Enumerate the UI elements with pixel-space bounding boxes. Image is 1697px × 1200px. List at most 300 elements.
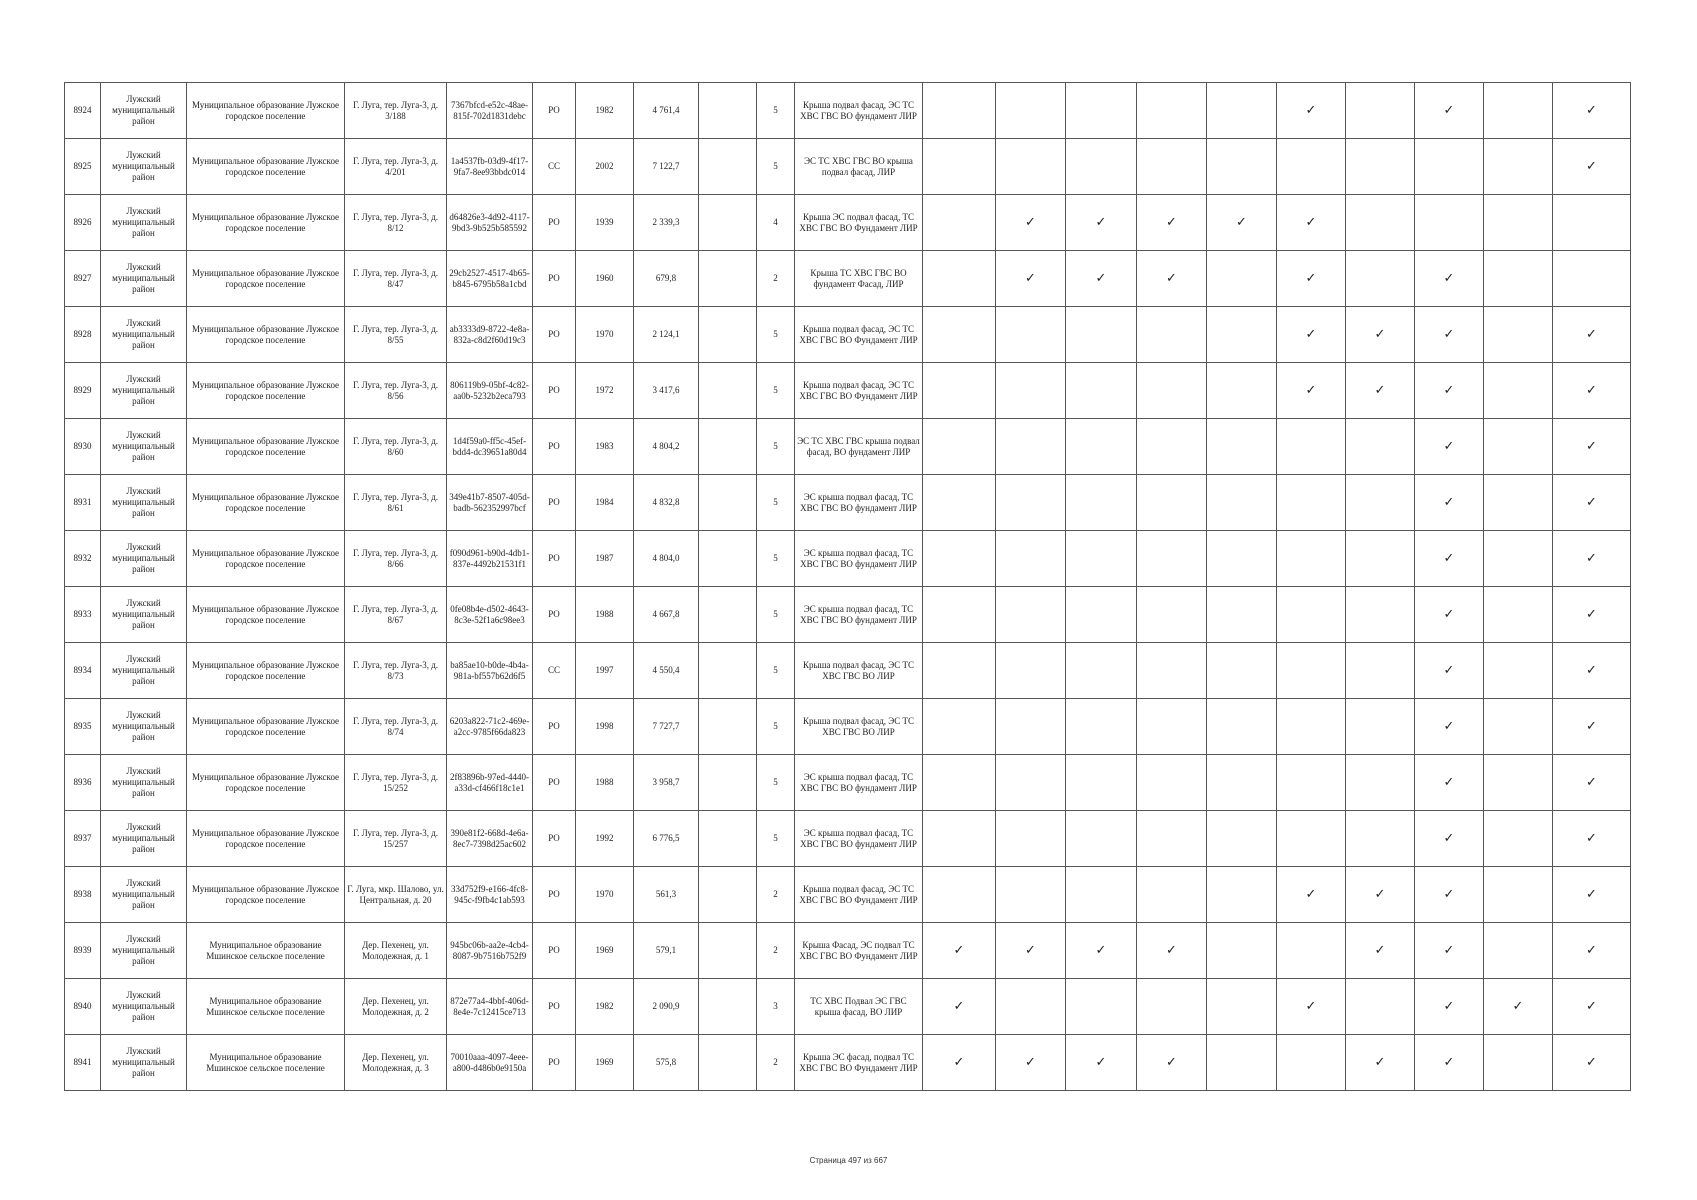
work-check-cell xyxy=(1346,307,1415,363)
area-cell: 679,8 xyxy=(634,251,699,307)
work-check-cell xyxy=(1066,923,1137,979)
work-check-cell xyxy=(923,811,996,867)
work-check-cell xyxy=(1066,1035,1137,1091)
work-check-cell xyxy=(1415,419,1484,475)
district-cell: Лужский муниципальный район xyxy=(101,979,187,1035)
work-check-cell xyxy=(923,531,996,587)
check-mark-icon: ✓ xyxy=(1166,943,1177,958)
work-check-cell xyxy=(1137,475,1207,531)
check-mark-icon: ✓ xyxy=(1374,1055,1386,1070)
check-mark-icon: ✓ xyxy=(1025,215,1036,230)
floors-cell: 4 xyxy=(757,195,795,251)
year-cell: 1997 xyxy=(576,643,634,699)
check-mark-icon: ✓ xyxy=(1095,271,1107,286)
floors-cell: 5 xyxy=(757,307,795,363)
work-check-cell xyxy=(996,811,1066,867)
work-check-cell xyxy=(996,587,1066,643)
floors-cell: 5 xyxy=(757,139,795,195)
year-cell: 1972 xyxy=(576,363,634,419)
guid-cell: 2f83896b-97ed-4440-a33d-cf466f18c1e1 xyxy=(447,755,533,811)
work-check-cell xyxy=(1277,363,1346,419)
work-check-cell xyxy=(923,139,996,195)
work-check-cell xyxy=(1553,979,1631,1035)
work-check-cell xyxy=(1137,699,1207,755)
empty-cell xyxy=(699,83,757,139)
guid-cell: 390e81f2-668d-4e6a-8ec7-7398d25ac602 xyxy=(447,811,533,867)
work-check-cell xyxy=(1415,811,1484,867)
work-check-cell xyxy=(923,923,996,979)
work-check-cell xyxy=(1346,139,1415,195)
work-check-cell xyxy=(1066,363,1137,419)
work-check-cell xyxy=(1277,531,1346,587)
empty-cell xyxy=(699,699,757,755)
work-check-cell xyxy=(1346,923,1415,979)
work-check-cell xyxy=(1137,979,1207,1035)
district-cell: Лужский муниципальный район xyxy=(101,699,187,755)
check-mark-icon: ✓ xyxy=(1443,551,1455,566)
work-check-cell xyxy=(1207,419,1277,475)
work-check-cell xyxy=(1484,1035,1553,1091)
ownership-cell: РО xyxy=(533,251,576,307)
work-check-cell xyxy=(1415,979,1484,1035)
guid-cell: 6203a822-71c2-469e-a2cc-9785f66da823 xyxy=(447,699,533,755)
municipality-cell: Муниципальное образование Лужское городское поселение xyxy=(187,643,345,699)
work-check-cell xyxy=(1207,531,1277,587)
address-cell: Г. Луга, тер. Луга-3, д. 8/61 xyxy=(345,475,447,531)
work-check-cell xyxy=(923,83,996,139)
work-check-cell xyxy=(923,251,996,307)
row-number: 8934 xyxy=(65,643,101,699)
work-check-cell xyxy=(1553,1035,1631,1091)
guid-cell: 1a4537fb-03d9-4f17-9fa7-8ee93bbdc014 xyxy=(447,139,533,195)
work-check-cell xyxy=(923,755,996,811)
address-cell: Г. Луга, тер. Луга-3, д. 8/56 xyxy=(345,363,447,419)
work-check-cell xyxy=(996,251,1066,307)
work-check-cell xyxy=(1066,587,1137,643)
municipality-cell: Муниципальное образование Мшинское сельское поселение xyxy=(187,1035,345,1091)
row-number: 8935 xyxy=(65,699,101,755)
area-cell: 579,1 xyxy=(634,923,699,979)
work-check-cell xyxy=(923,867,996,923)
page-footer: Страница 497 из 667 xyxy=(809,1156,888,1165)
work-check-cell xyxy=(1066,811,1137,867)
year-cell: 1939 xyxy=(576,195,634,251)
table-row xyxy=(65,979,1631,1035)
work-check-cell xyxy=(1137,755,1207,811)
check-mark-icon: ✓ xyxy=(1443,943,1455,958)
work-check-cell xyxy=(1553,643,1631,699)
work-check-cell xyxy=(923,195,996,251)
check-mark-icon: ✓ xyxy=(1586,831,1597,846)
guid-cell: 945bc06b-aa2e-4cb4-8087-9b7516b752f9 xyxy=(447,923,533,979)
work-check-cell xyxy=(1415,83,1484,139)
work-check-cell xyxy=(1484,251,1553,307)
work-check-cell xyxy=(996,531,1066,587)
guid-cell: 0fe08b4e-d502-4643-8c3e-52f1a6c98ee3 xyxy=(447,587,533,643)
row-number: 8925 xyxy=(65,139,101,195)
check-mark-icon: ✓ xyxy=(1443,495,1455,510)
work-check-cell xyxy=(1207,979,1277,1035)
work-check-cell xyxy=(996,1035,1066,1091)
area-cell: 4 550,4 xyxy=(634,643,699,699)
check-mark-icon: ✓ xyxy=(1586,999,1597,1014)
check-mark-icon: ✓ xyxy=(1512,999,1524,1014)
municipality-cell: Муниципальное образование Лужское городское поселение xyxy=(187,83,345,139)
check-mark-icon: ✓ xyxy=(1586,103,1597,118)
table-row xyxy=(65,307,1631,363)
work-check-cell xyxy=(1277,1035,1346,1091)
work-check-cell xyxy=(1415,699,1484,755)
work-check-cell xyxy=(1553,139,1631,195)
area-cell: 2 339,3 xyxy=(634,195,699,251)
area-cell: 3 417,6 xyxy=(634,363,699,419)
check-mark-icon: ✓ xyxy=(1305,999,1317,1014)
floors-cell: 2 xyxy=(757,867,795,923)
works-cell: Крыша подвал фасад, ЭС ТС ХВС ГВС ВО фундамент ЛИР xyxy=(795,83,923,139)
check-mark-icon: ✓ xyxy=(1095,943,1107,958)
work-check-cell xyxy=(1066,251,1137,307)
work-check-cell xyxy=(1066,83,1137,139)
table-row xyxy=(65,139,1631,195)
work-check-cell xyxy=(1277,251,1346,307)
municipality-cell: Муниципальное образование Лужское городское поселение xyxy=(187,587,345,643)
work-check-cell xyxy=(923,307,996,363)
area-cell: 3 958,7 xyxy=(634,755,699,811)
work-check-cell xyxy=(1553,251,1631,307)
check-mark-icon: ✓ xyxy=(1095,1055,1107,1070)
row-number: 8928 xyxy=(65,307,101,363)
guid-cell: 1d4f59a0-ff5c-45ef-bdd4-dc39651a80d4 xyxy=(447,419,533,475)
table-body xyxy=(65,83,1631,1091)
address-cell: Дер. Пехенец, ул. Молодежная, д. 1 xyxy=(345,923,447,979)
district-cell: Лужский муниципальный район xyxy=(101,643,187,699)
ownership-cell: РО xyxy=(533,307,576,363)
district-cell: Лужский муниципальный район xyxy=(101,475,187,531)
municipality-cell: Муниципальное образование Лужское городское поселение xyxy=(187,755,345,811)
work-check-cell xyxy=(1066,475,1137,531)
district-cell: Лужский муниципальный район xyxy=(101,139,187,195)
work-check-cell xyxy=(1484,363,1553,419)
works-cell: ТС ХВС Подвал ЭС ГВС крыша фасад, ВО ЛИР xyxy=(795,979,923,1035)
work-check-cell xyxy=(1484,139,1553,195)
work-check-cell xyxy=(1415,531,1484,587)
work-check-cell xyxy=(996,83,1066,139)
ownership-cell: РО xyxy=(533,195,576,251)
check-mark-icon: ✓ xyxy=(1025,1055,1036,1070)
check-mark-icon: ✓ xyxy=(1443,999,1455,1014)
empty-cell xyxy=(699,923,757,979)
row-number: 8937 xyxy=(65,811,101,867)
check-mark-icon: ✓ xyxy=(1305,271,1317,286)
guid-cell: 33d752f9-e166-4fc8-945c-f9fb4c1ab593 xyxy=(447,867,533,923)
address-cell: Г. Луга, тер. Луга-3, д. 15/257 xyxy=(345,811,447,867)
works-cell: Крыша ЭС подвал фасад, ТС ХВС ГВС ВО Фундамент ЛИР xyxy=(795,195,923,251)
check-mark-icon: ✓ xyxy=(1586,719,1597,734)
municipality-cell: Муниципальное образование Мшинское сельское поселение xyxy=(187,923,345,979)
check-mark-icon: ✓ xyxy=(1443,439,1455,454)
work-check-cell xyxy=(1415,1035,1484,1091)
work-check-cell xyxy=(1415,475,1484,531)
ownership-cell: РО xyxy=(533,867,576,923)
district-cell: Лужский муниципальный район xyxy=(101,363,187,419)
work-check-cell xyxy=(923,363,996,419)
check-mark-icon: ✓ xyxy=(1586,607,1597,622)
work-check-cell xyxy=(1346,699,1415,755)
work-check-cell xyxy=(996,699,1066,755)
ownership-cell: РО xyxy=(533,531,576,587)
work-check-cell xyxy=(1484,699,1553,755)
district-cell: Лужский муниципальный район xyxy=(101,1035,187,1091)
area-cell: 4 804,2 xyxy=(634,419,699,475)
check-mark-icon: ✓ xyxy=(1025,943,1036,958)
work-check-cell xyxy=(1137,419,1207,475)
work-check-cell xyxy=(1553,811,1631,867)
row-number: 8938 xyxy=(65,867,101,923)
check-mark-icon: ✓ xyxy=(953,999,965,1014)
district-cell: Лужский муниципальный район xyxy=(101,251,187,307)
floors-cell: 2 xyxy=(757,251,795,307)
table-row xyxy=(65,475,1631,531)
work-check-cell xyxy=(1207,755,1277,811)
work-check-cell xyxy=(1207,363,1277,419)
area-cell: 7 122,7 xyxy=(634,139,699,195)
address-cell: Г. Луга, тер. Луга-3, д. 8/67 xyxy=(345,587,447,643)
row-number: 8927 xyxy=(65,251,101,307)
check-mark-icon: ✓ xyxy=(1443,383,1455,398)
address-cell: Дер. Пехенец, ул. Молодежная, д. 2 xyxy=(345,979,447,1035)
row-number: 8932 xyxy=(65,531,101,587)
works-cell: Крыша Фасад, ЭС подвал ТС ХВС ГВС ВО Фундамент ЛИР xyxy=(795,923,923,979)
check-mark-icon: ✓ xyxy=(1586,1055,1597,1070)
area-cell: 6 776,5 xyxy=(634,811,699,867)
work-check-cell xyxy=(1415,643,1484,699)
year-cell: 1969 xyxy=(576,1035,634,1091)
work-check-cell xyxy=(1277,139,1346,195)
work-check-cell xyxy=(996,979,1066,1035)
work-check-cell xyxy=(1415,139,1484,195)
check-mark-icon: ✓ xyxy=(1586,943,1597,958)
empty-cell xyxy=(699,979,757,1035)
work-check-cell xyxy=(1137,587,1207,643)
work-check-cell xyxy=(1415,307,1484,363)
work-check-cell xyxy=(1207,83,1277,139)
check-mark-icon: ✓ xyxy=(1443,1055,1455,1070)
work-check-cell xyxy=(1553,867,1631,923)
work-check-cell xyxy=(1484,419,1553,475)
floors-cell: 5 xyxy=(757,699,795,755)
work-check-cell xyxy=(1346,867,1415,923)
year-cell: 1982 xyxy=(576,979,634,1035)
check-mark-icon: ✓ xyxy=(1443,775,1455,790)
work-check-cell xyxy=(1484,475,1553,531)
address-cell: Г. Луга, тер. Луга-3, д. 8/12 xyxy=(345,195,447,251)
year-cell: 1970 xyxy=(576,307,634,363)
work-check-cell xyxy=(1346,755,1415,811)
table-row xyxy=(65,251,1631,307)
check-mark-icon: ✓ xyxy=(1586,775,1597,790)
check-mark-icon: ✓ xyxy=(1586,663,1597,678)
ownership-cell: РО xyxy=(533,83,576,139)
work-check-cell xyxy=(1066,307,1137,363)
floors-cell: 5 xyxy=(757,419,795,475)
table-row xyxy=(65,923,1631,979)
area-cell: 4 667,8 xyxy=(634,587,699,643)
year-cell: 1998 xyxy=(576,699,634,755)
work-check-cell xyxy=(1277,83,1346,139)
address-cell: Г. Луга, тер. Луга-3, д. 8/73 xyxy=(345,643,447,699)
work-check-cell xyxy=(1553,419,1631,475)
works-cell: Крыша подвал фасад, ЭС ТС ХВС ГВС ВО ЛИР xyxy=(795,643,923,699)
year-cell: 1987 xyxy=(576,531,634,587)
guid-cell: 349e41b7-8507-405d-badb-562352997bcf xyxy=(447,475,533,531)
guid-cell: ab3333d9-8722-4e8a-832a-c8d2f60d19c3 xyxy=(447,307,533,363)
guid-cell: 29cb2527-4517-4b65-b845-6795b58a1cbd xyxy=(447,251,533,307)
works-cell: ЭС крыша подвал фасад, ТС ХВС ГВС ВО фундамент ЛИР xyxy=(795,475,923,531)
work-check-cell xyxy=(1484,867,1553,923)
row-number: 8933 xyxy=(65,587,101,643)
year-cell: 1988 xyxy=(576,587,634,643)
check-mark-icon: ✓ xyxy=(1305,383,1317,398)
work-check-cell xyxy=(1066,699,1137,755)
address-cell: Г. Луга, тер. Луга-3, д. 15/252 xyxy=(345,755,447,811)
work-check-cell xyxy=(1277,419,1346,475)
work-check-cell xyxy=(1553,83,1631,139)
empty-cell xyxy=(699,139,757,195)
check-mark-icon: ✓ xyxy=(1586,327,1597,342)
row-number: 8926 xyxy=(65,195,101,251)
table-row xyxy=(65,699,1631,755)
empty-cell xyxy=(699,1035,757,1091)
empty-cell xyxy=(699,475,757,531)
year-cell: 1960 xyxy=(576,251,634,307)
work-check-cell xyxy=(996,867,1066,923)
municipality-cell: Муниципальное образование Лужское городское поселение xyxy=(187,307,345,363)
works-cell: Крыша подвал фасад, ЭС ТС ХВС ГВС ВО Фундамент ЛИР xyxy=(795,867,923,923)
work-check-cell xyxy=(923,1035,996,1091)
district-cell: Лужский муниципальный район xyxy=(101,811,187,867)
works-cell: ЭС крыша подвал фасад, ТС ХВС ГВС ВО фундамент ЛИР xyxy=(795,531,923,587)
area-cell: 561,3 xyxy=(634,867,699,923)
work-check-cell xyxy=(1137,363,1207,419)
check-mark-icon: ✓ xyxy=(1305,103,1317,118)
work-check-cell xyxy=(1277,195,1346,251)
check-mark-icon: ✓ xyxy=(953,1055,965,1070)
guid-cell: ba85ae10-b0de-4b4a-981a-bf557b62d6f5 xyxy=(447,643,533,699)
work-check-cell xyxy=(1484,531,1553,587)
area-cell: 4 832,8 xyxy=(634,475,699,531)
work-check-cell xyxy=(1415,755,1484,811)
work-check-cell xyxy=(1277,699,1346,755)
floors-cell: 5 xyxy=(757,475,795,531)
work-check-cell xyxy=(1207,923,1277,979)
work-check-cell xyxy=(1207,1035,1277,1091)
work-check-cell xyxy=(1415,195,1484,251)
work-check-cell xyxy=(1277,755,1346,811)
work-check-cell xyxy=(1277,867,1346,923)
check-mark-icon: ✓ xyxy=(1586,383,1597,398)
ownership-cell: СС xyxy=(533,643,576,699)
row-number: 8930 xyxy=(65,419,101,475)
ownership-cell: РО xyxy=(533,811,576,867)
work-check-cell xyxy=(1484,755,1553,811)
work-check-cell xyxy=(1137,1035,1207,1091)
work-check-cell xyxy=(923,699,996,755)
ownership-cell: РО xyxy=(533,587,576,643)
check-mark-icon: ✓ xyxy=(1443,663,1455,678)
work-check-cell xyxy=(1066,867,1137,923)
municipality-cell: Муниципальное образование Лужское городское поселение xyxy=(187,251,345,307)
work-check-cell xyxy=(1277,475,1346,531)
floors-cell: 2 xyxy=(757,1035,795,1091)
row-number: 8940 xyxy=(65,979,101,1035)
ownership-cell: РО xyxy=(533,979,576,1035)
work-check-cell xyxy=(1484,195,1553,251)
check-mark-icon: ✓ xyxy=(1166,271,1177,286)
work-check-cell xyxy=(1066,979,1137,1035)
work-check-cell xyxy=(1415,363,1484,419)
area-cell: 4 804,0 xyxy=(634,531,699,587)
area-cell: 7 727,7 xyxy=(634,699,699,755)
table-row xyxy=(65,195,1631,251)
check-mark-icon: ✓ xyxy=(1586,551,1597,566)
work-check-cell xyxy=(996,363,1066,419)
guid-cell: 806119b9-05bf-4c82-aa0b-5232b2eca793 xyxy=(447,363,533,419)
row-number: 8941 xyxy=(65,1035,101,1091)
work-check-cell xyxy=(1207,867,1277,923)
work-check-cell xyxy=(996,419,1066,475)
row-number: 8936 xyxy=(65,755,101,811)
municipality-cell: Муниципальное образование Лужское городское поселение xyxy=(187,419,345,475)
ownership-cell: СС xyxy=(533,139,576,195)
guid-cell: 70010aaa-4097-4eee-a800-d486b0e9150a xyxy=(447,1035,533,1091)
work-check-cell xyxy=(1346,1035,1415,1091)
table-row xyxy=(65,643,1631,699)
works-cell: Крыша ТС ХВС ГВС ВО фундамент Фасад, ЛИР xyxy=(795,251,923,307)
address-cell: Г. Луга, тер. Луга-3, д. 8/55 xyxy=(345,307,447,363)
guid-cell: d64826e3-4d92-4117-9bd3-9b525b585592 xyxy=(447,195,533,251)
work-check-cell xyxy=(1207,699,1277,755)
check-mark-icon: ✓ xyxy=(1586,159,1597,174)
work-check-cell xyxy=(1553,363,1631,419)
address-cell: Г. Луга, тер. Луга-3, д. 8/60 xyxy=(345,419,447,475)
ownership-cell: РО xyxy=(533,475,576,531)
housing-register-table xyxy=(64,82,1631,1091)
empty-cell xyxy=(699,811,757,867)
work-check-cell xyxy=(996,139,1066,195)
municipality-cell: Муниципальное образование Лужское городское поселение xyxy=(187,699,345,755)
ownership-cell: РО xyxy=(533,755,576,811)
check-mark-icon: ✓ xyxy=(953,943,965,958)
municipality-cell: Муниципальное образование Лужское городское поселение xyxy=(187,363,345,419)
work-check-cell xyxy=(1346,811,1415,867)
works-cell: Крыша подвал фасад, ЭС ТС ХВС ГВС ВО ЛИР xyxy=(795,699,923,755)
work-check-cell xyxy=(1207,643,1277,699)
table-row xyxy=(65,363,1631,419)
empty-cell xyxy=(699,643,757,699)
work-check-cell xyxy=(1553,531,1631,587)
floors-cell: 5 xyxy=(757,587,795,643)
check-mark-icon: ✓ xyxy=(1443,831,1455,846)
works-cell: ЭС ТС ХВС ГВС крыша подвал фасад, ВО фундамент ЛИР xyxy=(795,419,923,475)
check-mark-icon: ✓ xyxy=(1443,327,1455,342)
works-cell: Крыша ЭС фасад, подвал ТС ХВС ГВС ВО Фундамент ЛИР xyxy=(795,1035,923,1091)
row-number: 8924 xyxy=(65,83,101,139)
work-check-cell xyxy=(1137,307,1207,363)
floors-cell: 5 xyxy=(757,643,795,699)
work-check-cell xyxy=(1553,587,1631,643)
work-check-cell xyxy=(923,979,996,1035)
work-check-cell xyxy=(1066,755,1137,811)
